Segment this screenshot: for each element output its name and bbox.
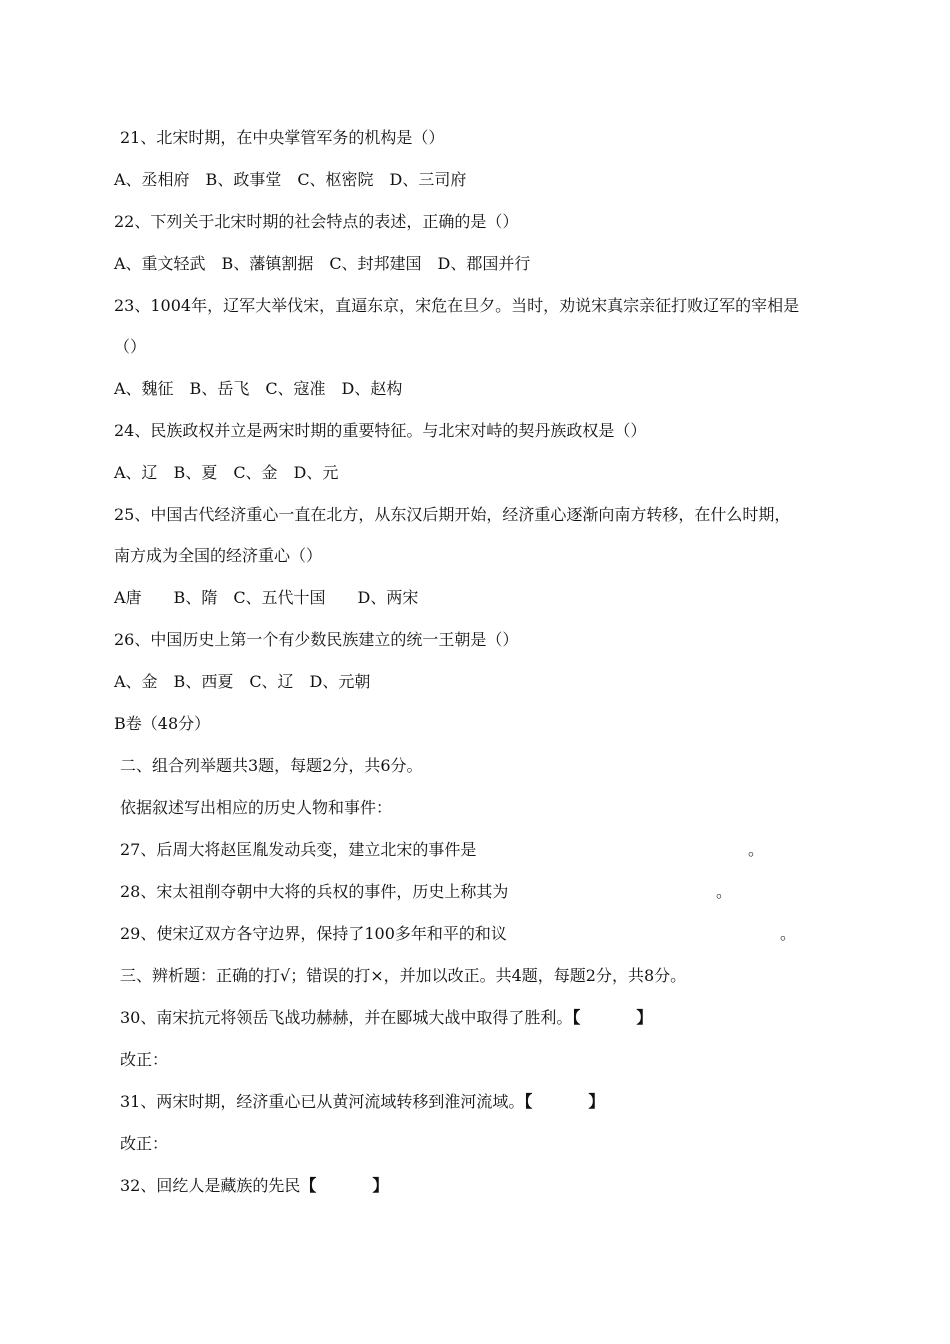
q31-correction-label: 改正： xyxy=(120,1134,169,1153)
q21-stem: 21、北宋时期，在中央掌管军务的机构是（） xyxy=(120,128,445,147)
q25-stem-line2: 南方成为全国的经济重心（） xyxy=(114,546,323,565)
q30-line xyxy=(120,1008,652,1028)
q28-period: 。 xyxy=(716,882,733,901)
q30-bracket-close: 】 xyxy=(636,1008,653,1027)
q21-options: A、丞相府 B、政事堂 C、枢密院 D、三司府 xyxy=(114,170,467,189)
q23-options: A、魏征 B、岳飞 C、寇准 D、赵构 xyxy=(114,379,403,398)
q26-stem: 26、中国历史上第一个有少数民族建立的统一王朝是（） xyxy=(114,630,519,649)
q30-stem: 30、南宋抗元将领岳飞战功赫赫，并在郾城大战中取得了胜利。 xyxy=(120,1008,573,1027)
q23-stem-line1: 23、1004年，辽军大举伐宋，直逼东京，宋危在旦夕。当时，劝说宋真宗亲征打败辽军的宰相是 xyxy=(114,296,800,315)
q26-options: A、金 B、西夏 C、辽 D、元朝 xyxy=(114,672,371,691)
q29-stem: 29、使宋辽双方各守边界，保持了100多年和平的和议 xyxy=(120,924,507,943)
q29-period: 。 xyxy=(780,924,797,943)
q28-stem: 28、宋太祖削夺朝中大将的兵权的事件，历史上称其为 xyxy=(120,882,509,901)
q32-line xyxy=(120,1176,388,1196)
q32-stem: 32、回纥人是藏族的先民 xyxy=(120,1176,301,1195)
q31-line xyxy=(120,1092,604,1112)
q32-bracket-open: 【 xyxy=(300,1176,317,1195)
part2-instruction: 依据叙述写出相应的历史人物和事件： xyxy=(120,798,393,817)
section-b-title: B卷（48分） xyxy=(114,714,211,733)
q31-bracket-open: 【 xyxy=(524,1092,533,1111)
q32-bracket-close: 】 xyxy=(372,1176,389,1195)
q27-stem: 27、后周大将赵匡胤发动兵变，建立北宋的事件是 xyxy=(120,840,477,859)
q24-stem: 24、民族政权并立是两宋时期的重要特征。与北宋对峙的契丹族政权是（） xyxy=(114,421,647,440)
q30-bracket-open: 【 xyxy=(572,1008,581,1027)
q31-stem: 31、两宋时期，经济重心已从黄河流域转移到淮河流域。 xyxy=(120,1092,525,1111)
q30-correction-label: 改正： xyxy=(120,1050,169,1069)
part3-heading: 三、辨析题：正确的打√；错误的打×，并加以改正。共4题，每题2分，共8分。 xyxy=(120,966,687,985)
q22-stem: 22、下列关于北宋时期的社会特点的表述，正确的是（） xyxy=(114,212,519,231)
q23-stem-line2: （） xyxy=(114,337,147,356)
q27-period: 。 xyxy=(748,840,765,859)
q25-stem-line1: 25、中国古代经济重心一直在北方，从东汉后期开始，经济重心逐渐向南方转移，在什么时期， xyxy=(114,505,791,524)
part2-heading: 二、组合列举题共3题，每题2分，共6分。 xyxy=(120,756,423,775)
q25-options: A唐 B、隋 C、五代十国 D、两宋 xyxy=(114,588,419,607)
q31-bracket-close: 】 xyxy=(588,1092,605,1111)
q24-options: A、辽 B、夏 C、金 D、元 xyxy=(114,463,339,482)
q22-options: A、重文轻武 B、藩镇割据 C、封邦建国 D、郡国并行 xyxy=(114,254,531,273)
